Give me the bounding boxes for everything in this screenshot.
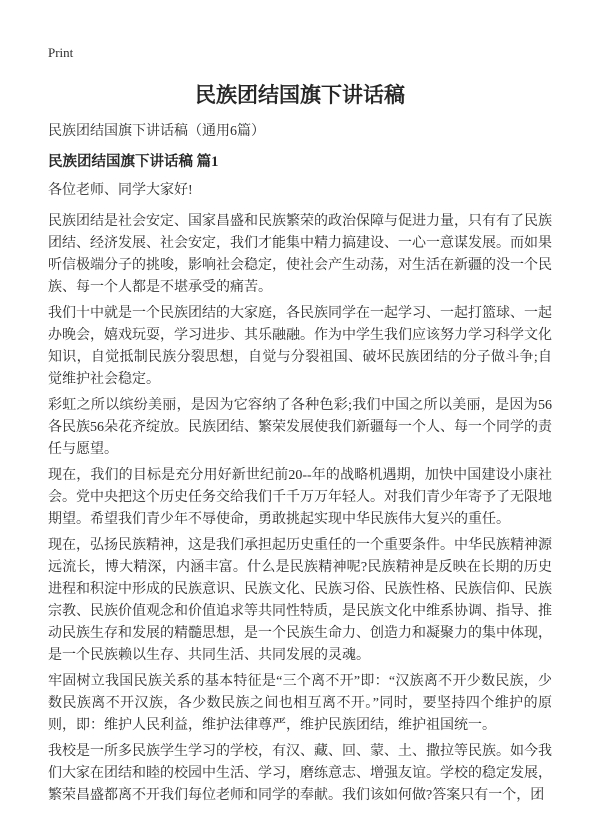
- body-paragraph: 牢固树立我国民族关系的基本特征是“三个离不开”即：“汉族离不开少数民族，少数民族离不开汉族，各少数民族之间也相互离不开。”同时，要坚持四个维护的原则，即：维护人民利益，维护法律尊严，维护民族团结，维护祖国统一。: [48, 674, 552, 733]
- section-heading-part1: 民族团结国旗下讲话稿 篇1: [48, 154, 219, 170]
- print-button[interactable]: Print: [48, 45, 74, 60]
- body-paragraph: 现在，弘扬民族精神，这是我们承担起历史重任的一个重要条件。中华民族精神源远流长，博大精深，内涵丰富。什么是民族精神呢?民族精神是反映在长期的历史进程和积淀中形成的民族意识、民族文化、民族习俗、民族性格、民族信仰、民族宗教、民族价值观念和价值追求等共同性特质，是民族文化中维系协调、指导、推动民族生存和发展的精髓思想，是一个民族生命力、创造力和凝聚力的集中体现，是一个民族赖以生存、共同生活、共同发展的灵魂。: [48, 538, 552, 663]
- body-paragraph: 现在，我们的目标是充分用好新世纪前20--年的战略机遇期，加快中国建设小康社会。党中央把这个历史任务交给我们千千万万年轻人。对我们青少年寄予了无限地期望。希望我们青少年不辱使命，勇敢挑起实现中华民族伟大复兴的重任。: [48, 468, 552, 527]
- greeting-line: 各位老师、同学大家好!: [48, 183, 193, 198]
- body-paragraph: 彩虹之所以缤纷美丽，是因为它容纳了各种色彩;我们中国之所以美丽，是因为56各民族56朵花齐绽放。民族团结、繁荣发展使我们新疆每一个人、每一个同学的责任与愿望。: [48, 398, 552, 457]
- body-paragraph: 我校是一所多民族学生学习的学校，有汉、藏、回、蒙、土、撒拉等民族。如今我们大家在团结和睦的校园中生活、学习，磨练意志、增强友谊。学校的稳定发展，繁荣昌盛都离不开我们每位老师和同学的奉献。我们该如何做?答案只有一个，团: [48, 744, 552, 803]
- body-paragraph: 民族团结是社会安定、国家昌盛和民族繁荣的政治保障与促进力量，只有有了民族团结、经济发展、社会安定，我们才能集中精力搞建设、一心一意谋发展。而如果听信极端分子的挑唆，影响社会稳定，使社会产生动荡，对生活在新疆的没一个民族、每一个人都是不堪承受的痛苦。: [48, 214, 552, 295]
- body-paragraph: 我们十中就是一个民族团结的大家庭，各民族同学在一起学习、一起打篮球、一起办晚会，嬉戏玩耍，学习进步、其乐融融。作为中学生我们应该努力学习科学文化知识，自觉抵制民族分裂思想，自觉与分裂祖国、破坏民族团结的分子做斗争;自觉维护社会稳定。: [48, 306, 552, 387]
- doc-subtitle: 民族团结国旗下讲话稿（通用6篇）: [48, 124, 265, 139]
- page-title: 民族团结国旗下讲话稿: [195, 83, 405, 107]
- document-body: [48, 211, 552, 807]
